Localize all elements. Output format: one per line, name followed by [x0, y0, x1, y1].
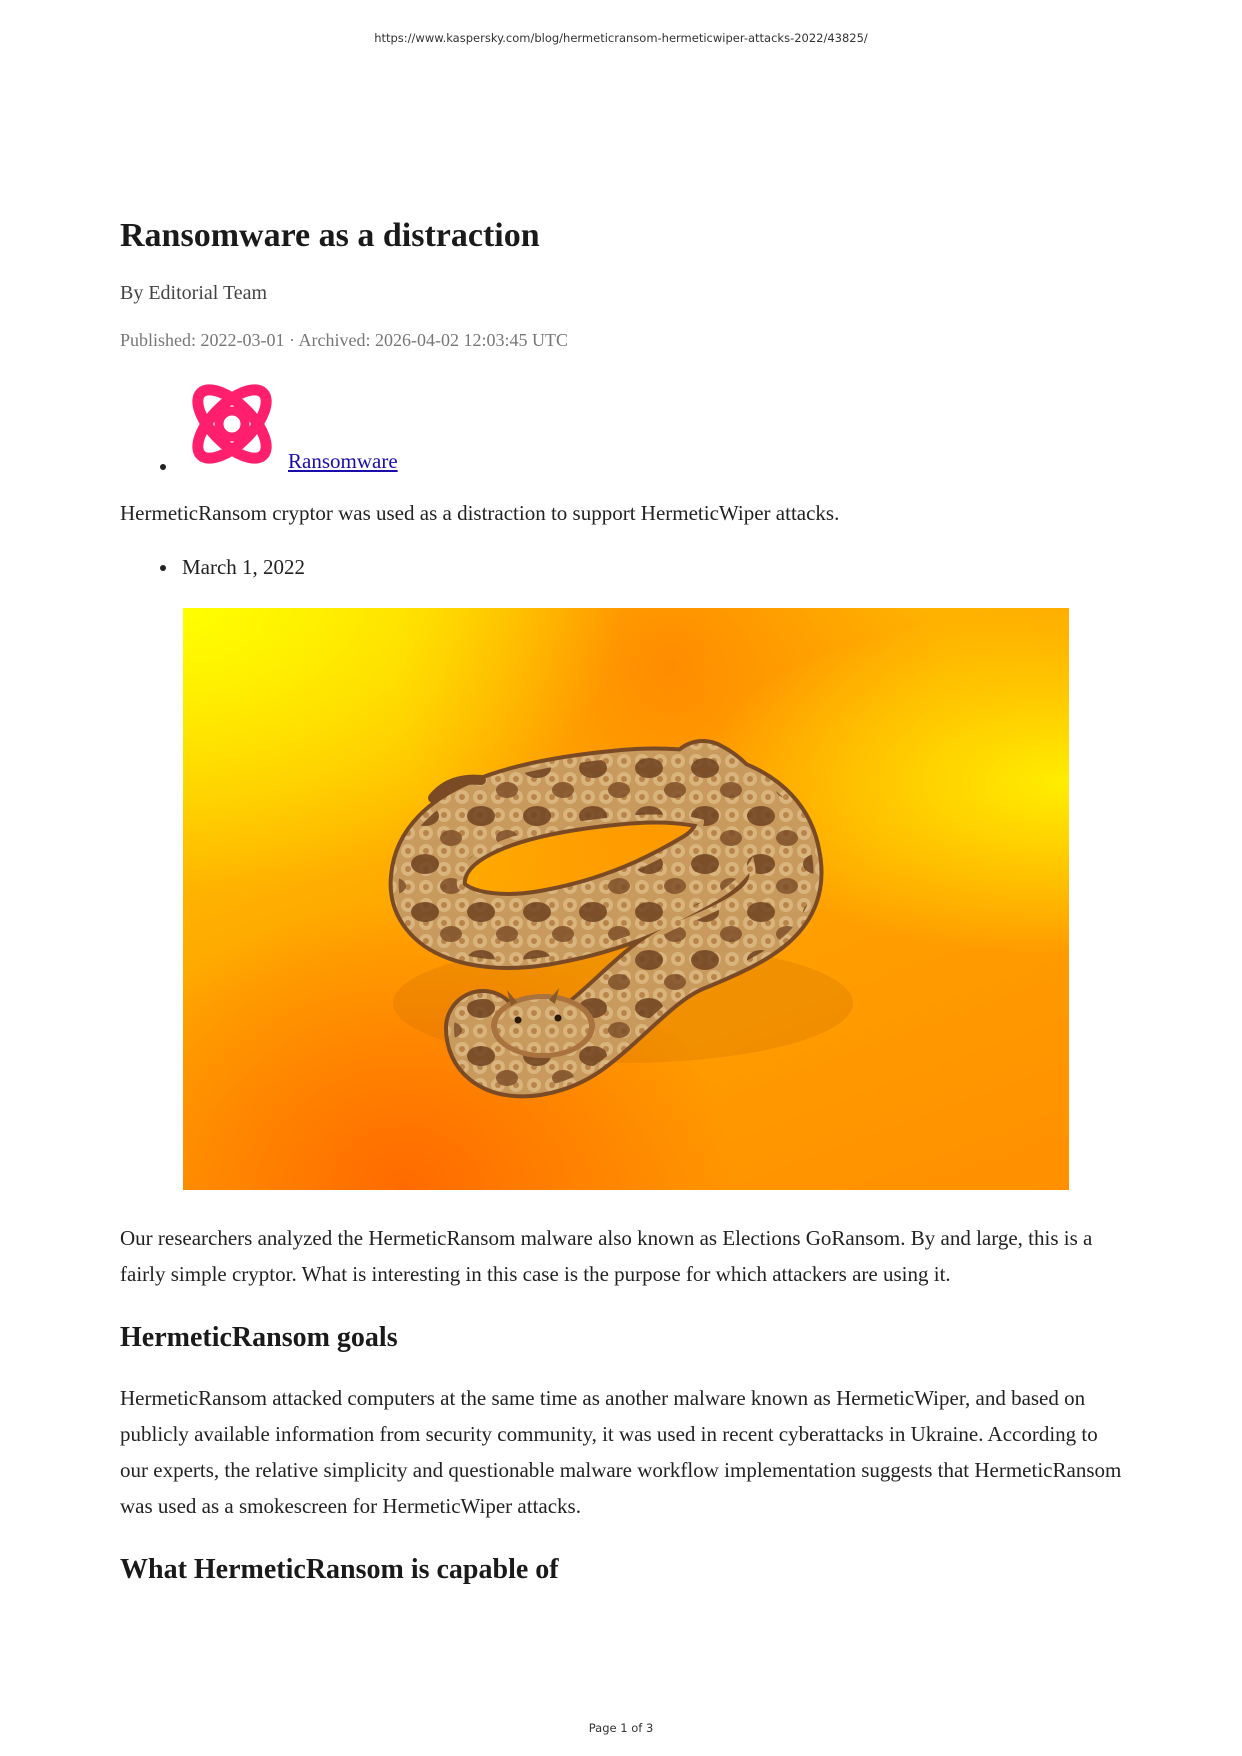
hero-image — [183, 608, 1069, 1190]
tag-label: Ransomware — [288, 449, 398, 473]
article-byline: By Editorial Team — [120, 282, 268, 304]
ransomware-tag-icon — [182, 374, 282, 474]
list-bullet — [160, 464, 166, 470]
article-meta: Published: 2022-03-01 · Archived: 2026-04-02 12:03:45 UTC — [120, 330, 568, 350]
date-list — [120, 552, 1130, 582]
goals-paragraph: HermeticRansom attacked computers at the same time as another malware known as HermeticWiper, and based on publicly available information from security community, it was used in recent cyberattacks in Ukraine. According to our experts, the relative simplicity and questionable malware workflow implementation suggests that HermeticRansom was used as a smokescreen for HermeticWiper attacks. — [120, 1386, 1122, 1518]
article-summary: HermeticRansom cryptor was used as a distraction to support HermeticWiper attacks. — [120, 501, 840, 525]
snake-illustration — [183, 608, 1069, 1190]
tag-list-item — [120, 374, 1130, 482]
section-heading-goals: HermeticRansom goals — [120, 1322, 398, 1353]
page-number: Page 1 of 3 — [588, 1721, 654, 1735]
intro-paragraph: Our researchers analyzed the HermeticRansom malware also known as Elections GoRansom. By and large, this is a fairly simple cryptor. What is interesting in this case is the purpose for which attackers are using it. — [120, 1226, 1093, 1286]
section-heading-capabilities: What HermeticRansom is capable of — [120, 1554, 559, 1585]
list-bullet — [160, 565, 166, 571]
article — [120, 214, 1130, 1590]
page-url: https://www.kaspersky.com/blog/hermeticransom-hermeticwiper-attacks-2022/43825/ — [374, 31, 868, 45]
date-list-item — [120, 552, 1130, 582]
tag-list — [120, 374, 1130, 482]
publish-date: March 1, 2022 — [182, 555, 306, 579]
ransomware-tag-link[interactable] — [182, 374, 1130, 474]
article-title: Ransomware as a distraction — [120, 217, 540, 254]
